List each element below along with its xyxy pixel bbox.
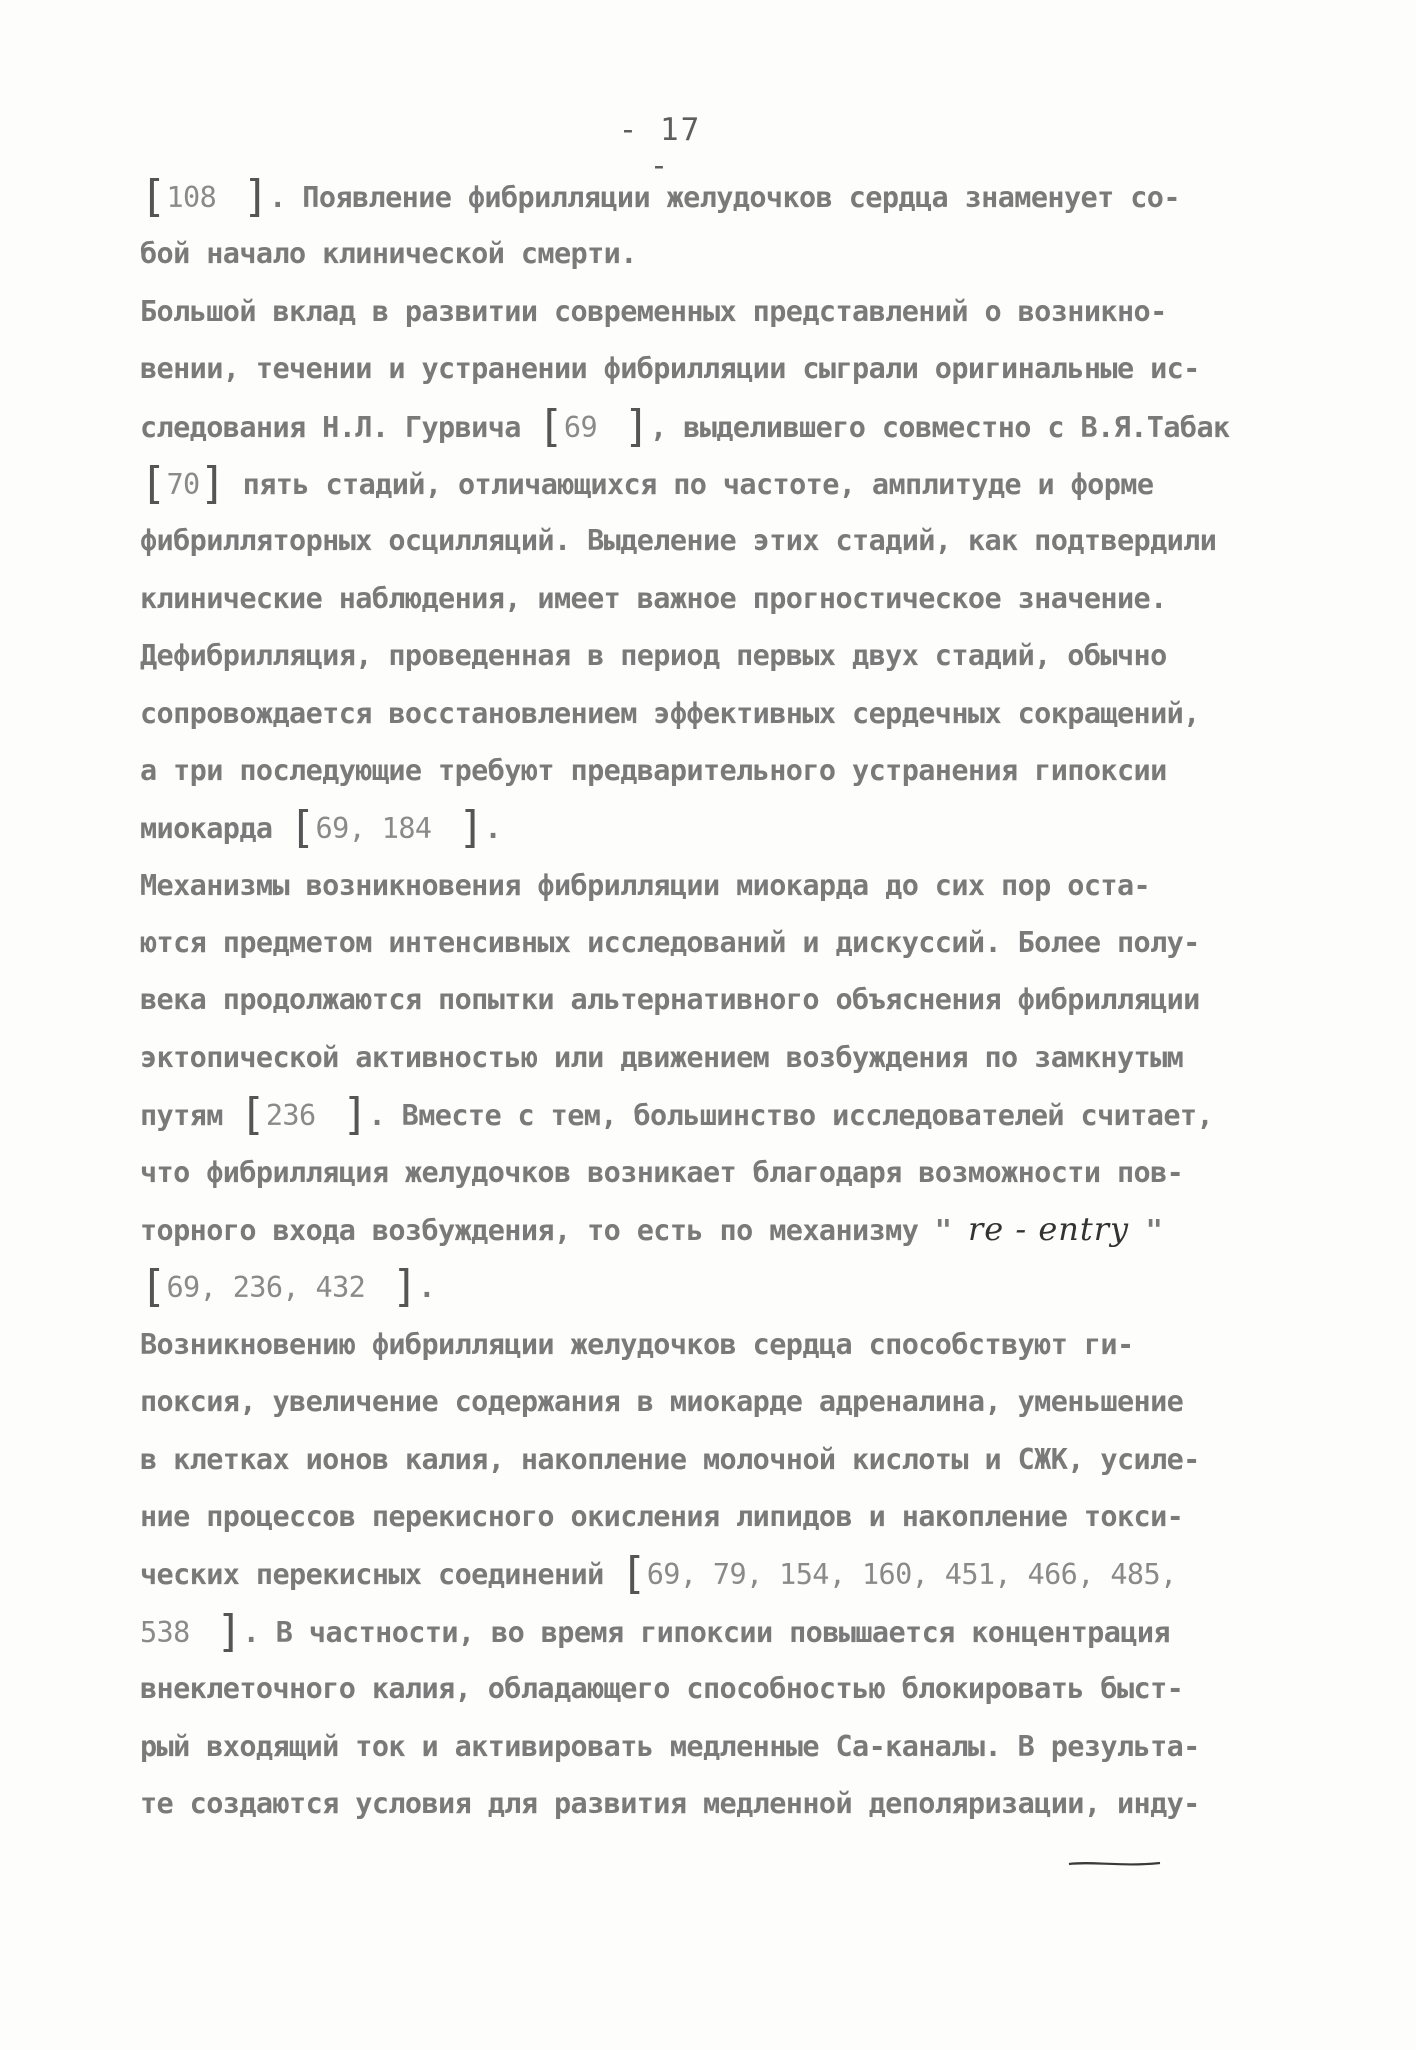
text-line — [140, 283, 1285, 340]
citation-bracket: [ — [140, 457, 167, 509]
text-line — [140, 914, 1285, 971]
text-line — [140, 799, 1285, 856]
line-text: , выделившего совместно с В.Я.Табак — [650, 410, 1230, 444]
line-text: путям — [140, 1099, 240, 1133]
line-text: а три последующие требуют предварительного устранения гипоксии — [140, 753, 1167, 787]
citation-number: 69, 79, 154, 160, 451, 466, 485, — [646, 1558, 1177, 1592]
text-line — [140, 455, 1285, 512]
line-text: века продолжаются попытки альтернативного объяснения фибрилляции — [140, 983, 1200, 1017]
pencil-underline-mark — [1067, 1858, 1162, 1870]
citation-bracket: ] — [216, 171, 270, 222]
text-line — [140, 1029, 1285, 1086]
line-text: внеклеточного калия, обладающего способностью блокировать быст- — [140, 1672, 1184, 1706]
citation-bracket: [ — [140, 1261, 167, 1313]
text-line — [140, 627, 1285, 684]
citation-bracket: ] — [199, 457, 227, 509]
line-text: Возникновению фибрилляции желудочков сердца способствуют ги- — [140, 1327, 1134, 1361]
citation-number: 69, 184 — [315, 812, 432, 846]
line-text: ются предметом интенсивных исследований и дискуссий. Более полу- — [140, 926, 1200, 960]
text-line — [140, 1201, 1285, 1258]
citation-number: 70 — [166, 467, 200, 501]
text-line — [140, 1603, 1285, 1660]
line-text: ние процессов перекисного окисления липидов и накопление токси- — [140, 1499, 1184, 1533]
text-line — [140, 1086, 1285, 1143]
text-line — [140, 398, 1285, 455]
text-line — [140, 971, 1285, 1028]
body-text — [140, 168, 1285, 1832]
citation-number: 108 — [166, 181, 217, 214]
handwritten-term: re - entry — [967, 1210, 1130, 1249]
text-line — [140, 1144, 1285, 1201]
citation-number: 69 — [563, 410, 598, 444]
text-line — [140, 1660, 1285, 1717]
text-line — [140, 340, 1285, 397]
line-text: рый входящий ток и активировать медленные Са-каналы. В результа- — [140, 1729, 1200, 1763]
line-text: . Появление фибрилляции желудочков сердца знаменует со- — [269, 181, 1180, 214]
line-text: что фибрилляция желудочков возникает благодаря возможности пов- — [140, 1155, 1184, 1189]
line-text: . — [418, 1271, 435, 1305]
text-line — [140, 1488, 1285, 1545]
line-text: фибрилляторных осцилляций. Выделение этих стадий, как подтвердили — [140, 524, 1217, 558]
citation-bracket: ] — [597, 400, 651, 452]
line-text: Дефибрилляция, проведенная в период первых двух стадий, обычно — [140, 639, 1167, 673]
line-text: Механизмы возникновения фибрилляции миокарда до сих пор оста- — [140, 868, 1151, 902]
citation-bracket: [ — [140, 171, 167, 222]
text-line — [140, 1316, 1285, 1373]
line-text: бой начало клинической смерти. — [140, 237, 637, 271]
citation-bracket: [ — [620, 1548, 647, 1600]
text-line — [140, 1718, 1285, 1775]
text-line — [140, 168, 1285, 225]
line-text: " — [1129, 1214, 1163, 1248]
citation-number: 236 — [265, 1099, 316, 1133]
line-text: . — [484, 812, 501, 846]
line-text: те создаются условия для развития медленной деполяризации, инду- — [140, 1786, 1200, 1820]
citation-bracket: [ — [289, 802, 316, 854]
citation-bracket: [ — [537, 400, 564, 452]
text-line — [140, 1775, 1285, 1832]
line-text: Большой вклад в развитии современных представлений о возникно- — [140, 294, 1167, 328]
text-line — [140, 742, 1285, 799]
line-text: клинические наблюдения, имеет важное прогностическое значение. — [140, 581, 1167, 615]
citation-bracket: ] — [315, 1089, 369, 1141]
line-text: поксия, увеличение содержания в миокарде адреналина, уменьшение — [140, 1385, 1184, 1419]
line-text: торного входа возбуждения, то есть по механизму " — [140, 1214, 968, 1248]
text-line — [140, 570, 1285, 627]
text-line — [140, 1258, 1285, 1315]
line-text: ческих перекисных соединений — [140, 1558, 621, 1592]
line-text: вении, течении и устранении фибрилляции сыграли оригинальные ис- — [140, 352, 1200, 386]
line-text: следования Н.Л. Гурвича — [140, 410, 538, 444]
text-line — [140, 225, 1285, 282]
line-text: . Вместе с тем, большинство исследователей считает, — [368, 1099, 1214, 1133]
text-line — [140, 857, 1285, 914]
line-text: эктопической активностью или движением возбуждения по замкнутым — [140, 1040, 1184, 1074]
text-line — [140, 685, 1285, 742]
citation-bracket: [ — [239, 1089, 266, 1141]
line-text: в клетках ионов калия, накопление молочной кислоты и СЖК, усиле- — [140, 1442, 1200, 1476]
page-number: - 17 - — [618, 112, 702, 184]
citation-bracket: ] — [431, 802, 485, 854]
citation-bracket: ] — [365, 1261, 419, 1313]
text-line — [140, 1545, 1285, 1602]
text-line — [140, 512, 1285, 569]
line-text: пять стадий, отличающихся по частоте, амплитуде и форме — [226, 467, 1154, 501]
line-text: . В частности, во время гипоксии повышается концентрация — [242, 1615, 1170, 1649]
citation-number: 538 — [140, 1615, 190, 1649]
line-text: миокарда — [140, 812, 290, 846]
line-text: сопровождается восстановлением эффективных сердечных сокращений, — [140, 696, 1200, 730]
citation-bracket: ] — [189, 1605, 243, 1657]
text-line — [140, 1373, 1285, 1430]
text-line — [140, 1431, 1285, 1488]
citation-number: 69, 236, 432 — [166, 1271, 366, 1305]
